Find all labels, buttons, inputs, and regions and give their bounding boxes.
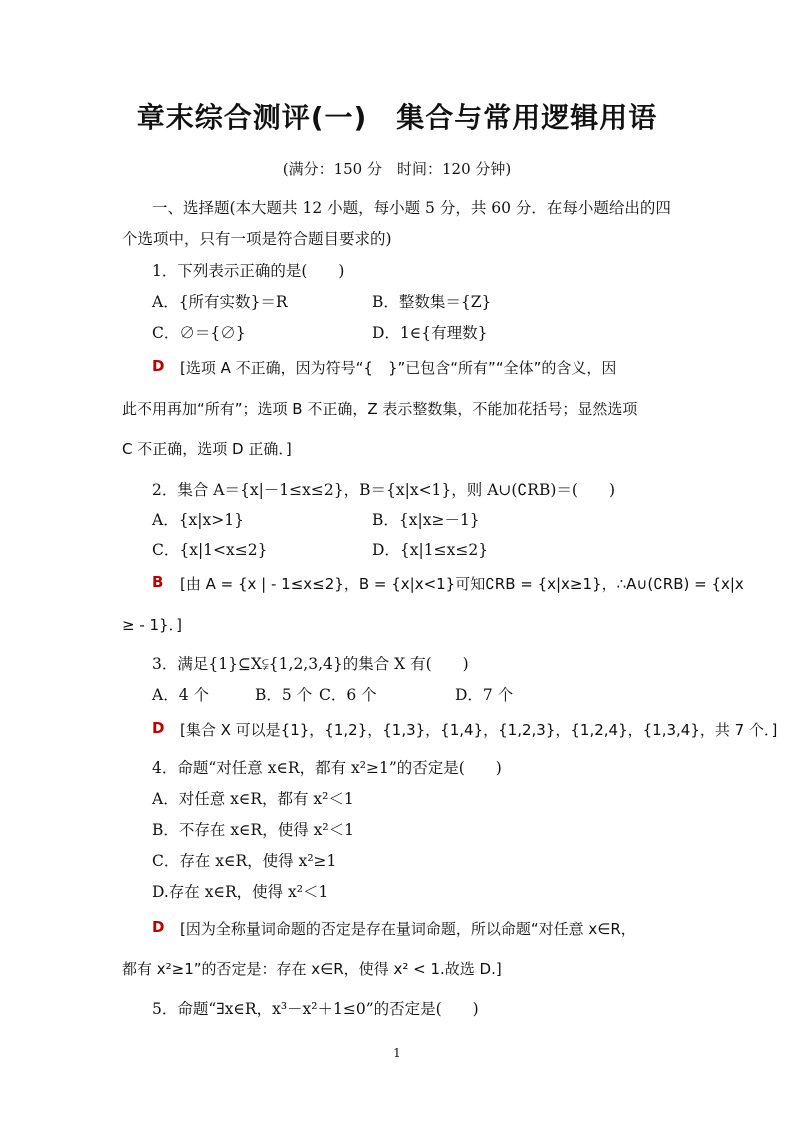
q2-answer-letter: B [152, 573, 164, 591]
q4-explanation-line2: 都有 x²≥1”的否定是：存在 x∈R，使得 x² < 1.故选 D.] [122, 960, 502, 978]
q4-option-a: A．对任意 x∈R，都有 x²＜1 [152, 790, 354, 808]
page-title: 章末综合测评(一) 集合与常用逻辑用语 [136, 101, 658, 134]
q3-stem: 3．满足{1}⊆X⫋{1,2,3,4}的集合 X 有( ) [152, 655, 469, 673]
q1-answer-letter: D [152, 357, 165, 375]
q3-option-b: B．5 个 [255, 686, 313, 704]
q4-option-b: B．不存在 x∈R，使得 x²＜1 [152, 821, 354, 839]
q2-explanation-line2: ≥ - 1}．] [122, 616, 182, 634]
q1-explanation-line2: 此不用再加“所有”；选项 B 不正确，Z 表示整数集，不能加花括号；显然选项 [122, 400, 638, 418]
section-heading-line1: 一、选择题(本大题共 12 小题，每小题 5 分，共 60 分．在每小题给出的四 [152, 199, 671, 217]
q1-explanation-line3: C 不正确，选项 D 正确．] [122, 440, 292, 458]
page-number: 1 [393, 1046, 401, 1060]
q5-stem: 5．命题“∃x∈R，x³－x²＋1≤0”的否定是( ) [152, 1000, 479, 1018]
q2-option-b: B．{x|x≥－1} [372, 511, 480, 529]
q3-option-a: A．4 个 [152, 686, 209, 704]
q4-explanation-line1: [因为全称量词命题的否定是存在量词命题，所以命题“对任意 x∈R， [180, 920, 636, 938]
q4-option-c: C．存在 x∈R，使得 x²≥1 [152, 852, 337, 870]
q2-option-c: C．{x|1<x≤2} [152, 541, 268, 559]
q1-option-a: A．{所有实数}＝R [152, 293, 288, 311]
q1-stem: 1．下列表示正确的是( ) [152, 262, 345, 280]
q1-option-b: B．整数集＝{Z} [372, 293, 492, 311]
q2-stem: 2．集合 A＝{x|－1≤x≤2}，B＝{x|x<1}，则 A∪(∁RB)＝( ) [152, 481, 615, 499]
q1-explanation-line1: [选项 A 不正确，因为符号“{ }”已包含“所有”“全体”的含义，因 [180, 359, 617, 377]
q4-stem: 4．命题“对任意 x∈R，都有 x²≥1”的否定是( ) [152, 759, 502, 777]
q3-answer-letter: D [152, 719, 165, 737]
q3-explanation-line1: [集合 X 可以是{1}，{1,2}，{1,3}，{1,4}，{1,2,3}，{1,2,4}，{1,3,4}，共 7 个．] [180, 721, 778, 739]
q1-option-d: D．1∈{有理数} [372, 324, 488, 342]
q3-option-c: C．6 个 [319, 686, 377, 704]
q4-answer-letter: D [152, 918, 165, 936]
q2-explanation-line1: [由 A = {x | - 1≤x≤2}，B = {x|x<1}可知∁RB = {x|x≥1}，∴A∪(∁RB) = {x|x [180, 575, 744, 593]
q3-option-d: D．7 个 [455, 686, 514, 704]
q2-option-d: D．{x|1≤x≤2} [372, 541, 489, 559]
q1-option-c: C．∅＝{∅} [152, 324, 246, 342]
exam-info: (满分：150 分 时间：120 分钟) [282, 160, 512, 178]
section-heading-line2: 个选项中，只有一项是符合题目要求的) [122, 230, 392, 248]
q4-option-d: D.存在 x∈R，使得 x²＜1 [152, 883, 329, 901]
q2-option-a: A．{x|x>1} [152, 511, 244, 529]
